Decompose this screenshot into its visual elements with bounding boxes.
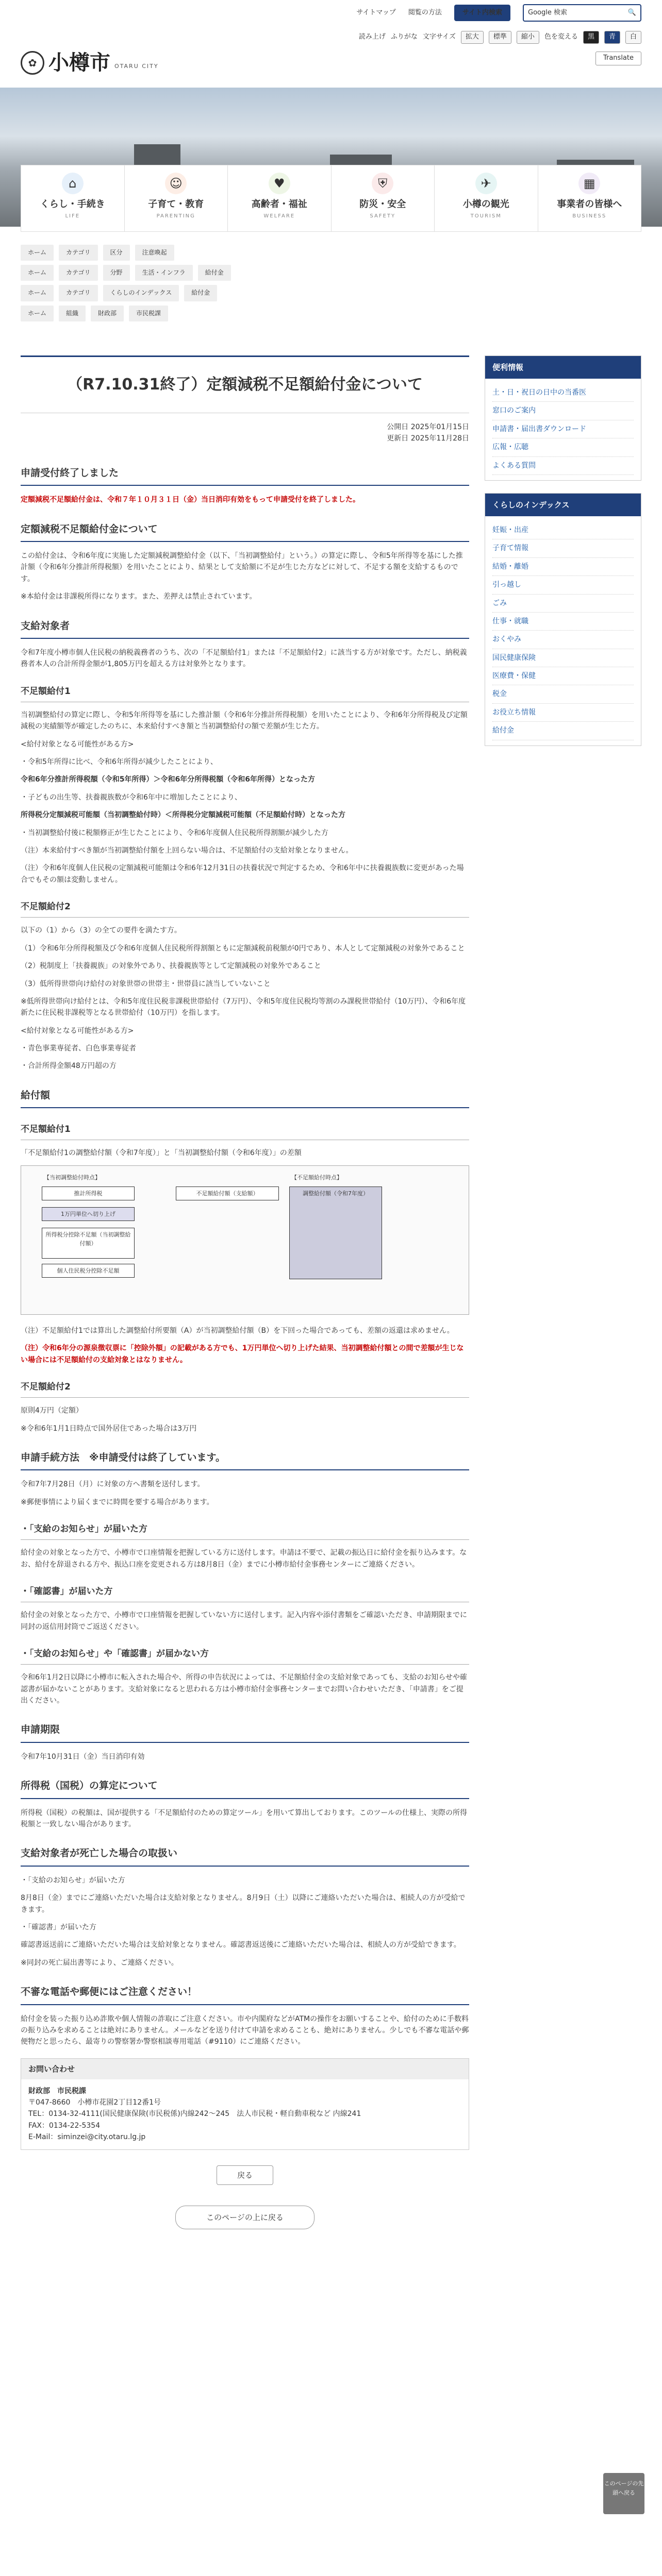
breadcrumb-item[interactable]: ホーム [21, 285, 54, 301]
breadcrumb-item[interactable]: 給付金 [198, 265, 231, 281]
building-icon: ▦ [578, 173, 600, 194]
list-item: ・子どもの出生等、扶養親族数が令和6年中に増加したことにより、 [21, 793, 242, 802]
section-heading: 不審な電話や郵便にはご注意ください！ [21, 1984, 469, 2005]
subsection-heading: ・「支給のお知らせ」が届いた方 [21, 1522, 469, 1540]
sidebar-item[interactable] [492, 704, 634, 722]
city-emblem-icon: ✿ [21, 51, 44, 75]
paragraph: 給付金の対象となった方で、小樽市で口座情報を把握している方に送付します。申請は不要で、記載の振込日に給付金を振り込みます。なお、給付を辞退される方や、振込口座を変更される方は8月8日（金）までに小樽市給付金事務センターにご連絡ください。 [21, 1549, 467, 1569]
breadcrumb-item[interactable]: 財政部 [91, 306, 124, 321]
paragraph: 給付金の対象となった方で、小樽市で口座情報を把握していない方に送付します。記入内容や添付書類をご確認いただき、申請期限までに同封の返信用封筒でご返送ください。 [21, 1611, 468, 1631]
header [0, 26, 662, 88]
nav-tourism[interactable]: ✈ 小樽の観光 TOURISM [435, 165, 538, 231]
utility-bar [359, 31, 641, 44]
breadcrumb-item[interactable]: 組織 [59, 306, 86, 321]
page-top-button[interactable]: このページの上に戻る [175, 2206, 315, 2229]
list-item: 令和6年分推計所得税額（令和5年所得）＞令和6年分所得税額（令和6年所得）となった方 [21, 775, 315, 784]
breadcrumb-item[interactable]: ホーム [21, 245, 54, 261]
sidebar-item-link[interactable]: 仕事・就職 [492, 617, 528, 625]
list-item: ・当初調整給付後に税額修正が生じたことにより、令和6年度個人住民税所得割額が減少した方 [21, 828, 328, 837]
section-heading: 申請手続方法 ※申請受付は終了しています。 [21, 1450, 469, 1470]
note: ※郵便事情により届くまでに時間を要する場合があります。 [21, 1498, 214, 1506]
guide-link[interactable]: 閲覧の方法 [408, 8, 442, 16]
paragraph: 以下の（1）から（3）の全ての要件を満たす方。 [21, 926, 181, 935]
color-black-button[interactable]: 黒 [583, 31, 599, 44]
sidebar-item[interactable] [492, 558, 634, 576]
read-aloud-button[interactable]: 読み上げ [358, 33, 386, 41]
paragraph: ※令和6年1月1日時点で国外居住であった場合は3万円 [21, 1424, 197, 1433]
paragraph: 当初調整給付の算定に際し、令和5年所得等を基にした推計額（令和6年分推計所得税額）を用いたことにより、令和6年分所得税及び定額減税の実績額等が確定したのちに、本来給付すべき額と当初調整給付の額で差額が生じた方。 [21, 710, 468, 731]
sidebar-item-link[interactable]: お役立ち情報 [492, 708, 536, 717]
paragraph: 所得税（国税）の税額は、国が提供する「不足額給付のための算定ツール」を用いて算出しております。このツールの仕様上、実際の所得税額と一致しない場合があります。 [21, 1808, 468, 1829]
paragraph: 確認書返送前にご連絡いただいた場合は支給対象となりません。確認書返送後にご連絡いただいた場合は、相続人の方が受給できます。 [21, 1941, 461, 1950]
translate-button[interactable]: Translate [595, 52, 641, 65]
paragraph: 令和7年10月31日（金）当日消印有効 [21, 1752, 145, 1761]
font-larger-button[interactable]: 拡大 [461, 31, 484, 44]
page-dates: 公開日 2025年01月15日 更新日 2025年11月28日 [387, 423, 469, 443]
sidebar-item-link[interactable]: 給付金 [492, 726, 514, 735]
sidebar-item[interactable] [492, 595, 634, 613]
section-heading: 所得税（国税）の算定について [21, 1778, 469, 1799]
sidebar-item-link[interactable]: 土・日・祝日の日中の当番医 [492, 388, 586, 397]
sidebar-item-link[interactable]: 申請書・届出書ダウンロード [492, 425, 586, 433]
breadcrumb-item[interactable]: 分野 [103, 265, 130, 281]
section-heading: 定額減税不足額給付金について [21, 521, 469, 542]
index-box: くらしのインデックス 妊娠・出産 子育て情報 結婚・離婚 引っ越し ごみ 仕事・就職 おくやみ 国民健康保険 医療費・保健 税金 お役立ち情報 給付金 [485, 493, 641, 746]
email-link[interactable]: E-Mail：siminzei@city.otaru.lg.jp [28, 2133, 146, 2142]
list-item: （1）令和6年分所得税額及び令和6年度個人住民税所得割額ともに定額減税前税額が0円であり、本人として定額減税の対象外であること [21, 944, 465, 953]
note: （注）不足額給付1では算出した調整給付所要額（A）が当初調整給付額（B）を下回った場合であっても、差額の返還は求めません。 [21, 1326, 454, 1335]
breadcrumb-item[interactable]: カテゴリ [59, 285, 98, 301]
subsection-heading: 不足額給付1 [21, 1123, 469, 1140]
sidebar-item-link[interactable]: よくある質問 [492, 461, 536, 470]
section-heading: 申請受付終了しました [21, 465, 469, 486]
convenience-box: 便利情報 土・日・祝日の日中の当番医 窓口のご案内 申請書・届出書ダウンロード 広報・広聴 よくある質問 [485, 355, 641, 481]
paragraph: ※本給付金は非課税所得になります。また、差押えは禁止されています。 [21, 592, 257, 601]
sidebar-item[interactable] [492, 539, 634, 557]
paragraph: 令和7年度小樽市個人住民税の納税義務者のうち、次の「不足額給付1」または「不足額給付2」に該当する方が対象です。ただし、納税義務者本人の合計所得金額が1,805万円を超える方は対象外となります。 [21, 648, 467, 669]
search-icon[interactable]: 🔍 [627, 8, 636, 16]
heart-icon: ♥ [269, 173, 290, 194]
sidebar-item-link[interactable]: 子育て情報 [492, 544, 528, 553]
note: ※低所得世帯向け給付とは、令和5年度住民税非課税世帯給付（7万円）、令和5年度住民税均等割のみ課税世帯給付（10万円）、令和6年度新たに住民税非課税等となる世帯給付（10万円）を指します。 [21, 997, 466, 1018]
list-item: ・合計所得金額48万円超の方 [21, 1062, 117, 1071]
breadcrumb-item[interactable]: ホーム [21, 265, 54, 281]
sidebar-item-link[interactable]: おくやみ [492, 635, 521, 644]
paragraph: 令和7年7月28日（月）に対象の方へ書類を送付します。 [21, 1480, 205, 1489]
sidebar-item-link[interactable]: ごみ [492, 599, 507, 607]
breadcrumb [21, 245, 231, 326]
subsection-heading: 不足額給付2 [21, 900, 469, 918]
list-item: （3）低所得世帯向け給付の対象世帯の世帯主・世帯員に該当していないこと [21, 979, 271, 988]
contact-box: お問い合わせ 財政部 市民税課 〒047-8660 小樽市花園2丁目12番1号 TEL：0134-32-4111(国民健康保険(市民税係)内線242〜245 法人市民税・軽自動車税など 内線241 FAX：0134-22-5354 E-Mail：siminzei@city.otaru.lg.jp [21, 2058, 469, 2150]
sidebar-item[interactable] [492, 576, 634, 594]
font-standard-button[interactable]: 標準 [489, 31, 511, 44]
global-nav [21, 165, 641, 232]
section-heading: 支給対象者 [21, 618, 469, 639]
sidebar-item-link[interactable]: 妊娠・出産 [492, 526, 528, 534]
furigana-button[interactable]: ふりがな [390, 33, 418, 41]
sidebar-item-link[interactable]: 国民健康保険 [492, 653, 536, 662]
scroll-top-button[interactable]: このページの先頭へ戻る [603, 2473, 644, 2514]
sidebar-item[interactable] [492, 685, 634, 703]
nav-safety[interactable]: ⛨ 防災・安全 SAFETY [332, 165, 435, 231]
paragraph: 原則4万円（定額） [21, 1406, 83, 1415]
site-logo[interactable]: ✿ 小樽市 OTARU CITY [21, 46, 159, 79]
sidebar-item-link[interactable]: 税金 [492, 690, 507, 699]
sidebar-item[interactable] [492, 667, 634, 685]
sidebar-item[interactable] [492, 402, 634, 420]
sidebar-item[interactable] [492, 521, 634, 539]
nav-welfare[interactable]: ♥ 高齢者・福祉 WELFARE [228, 165, 332, 231]
paragraph: この給付金は、令和6年度に実施した定額減税調整給付金（以下、「当初調整給付」という。）の算定に際し、令和5年所得等を基にした推計額（令和6年分推計所得税額）を用いたことにより、結果として支給額に不足が生じた方などに対して、不足する額を支給するものです。 [21, 551, 463, 583]
benefit-diagram: 【当初調整給付時点】 【不足額給付時点】 推計所得税 1万円単位へ切り上げ 所得税分控除不足額（当初調整給付額） 個人住民税分控除不足額 不足額給付額（支給額） 調整給付額（令和7年度） [21, 1165, 469, 1315]
back-button[interactable]: 戻る [217, 2165, 273, 2185]
subsection-heading: ・「確認書」が届いた方 [21, 1585, 469, 1602]
child-icon: ☺ [165, 173, 187, 194]
color-label: 色を変える [544, 33, 578, 41]
sidebar-item-link[interactable]: 結婚・離婚 [492, 562, 528, 571]
sitemap-link[interactable]: サイトマップ [356, 8, 396, 16]
note: （注）令和6年分の源泉徴収票に「控除外額」の記載がある方でも、1万円単位へ切り上げた結果、当初調整給付額との間で差額が生じない場合には不足額給付の支給対象とはなりません。 [21, 1344, 464, 1364]
nav-business[interactable]: ▦ 事業者の皆様へ BUSINESS [538, 165, 641, 231]
list-item: 所得税分定額減税可能額（当初調整給付時）＜所得税分定額減税可能額（不足額給付時）となった方 [21, 811, 345, 820]
sidebar-item-link[interactable]: 広報・広聴 [492, 443, 528, 452]
breadcrumb-item[interactable]: 生活・インフラ [135, 265, 193, 281]
paragraph: 「不足額給付1の調整給付額（令和7年度）」と「当初調整給付額（令和6年度）」の差額 [21, 1149, 302, 1158]
font-size-label: 文字サイズ [422, 33, 456, 41]
breadcrumb-item[interactable]: カテゴリ [59, 265, 98, 281]
breadcrumb-item[interactable]: 市民税課 [129, 306, 168, 321]
paragraph: <給付対象となる可能性がある方> [21, 1026, 134, 1035]
section-heading: 支給対象者が死亡した場合の取扱い [21, 1845, 469, 1866]
nav-life[interactable]: ⌂ くらし・手続き LIFE [21, 165, 125, 231]
shield-icon: ⛨ [372, 173, 393, 194]
paragraph: ・「確認書」が届いた方 [21, 1923, 96, 1931]
subsection-heading: 不足額給付2 [21, 1380, 469, 1398]
note: （注）令和6年度個人住民税の定額減税可能額は令和6年12月31日の扶養状況で判定するため、令和6年中に扶養親族数に変更があった場合でもその額は変動しません。 [21, 864, 464, 884]
sidebar [485, 355, 641, 758]
sidebar-item[interactable] [492, 384, 634, 402]
list-item: ・青色事業専従者、白色事業専従者 [21, 1044, 136, 1053]
note: ※同封の死亡届出書等により、ご連絡ください。 [21, 1958, 178, 1967]
notice-text: 定額減税不足額給付金は、令和７年１０月３１日（金）当日消印有効をもって申請受付を終了しました。 [21, 496, 360, 504]
paragraph: ・「支給のお知らせ」が届いた方 [21, 1876, 125, 1885]
sidebar-item[interactable] [492, 631, 634, 649]
sidebar-item[interactable] [492, 649, 634, 667]
sidebar-item[interactable] [492, 457, 634, 475]
section-heading: 申請期限 [21, 1722, 469, 1742]
sidebar-item-link[interactable]: 引っ越し [492, 581, 521, 589]
site-search-button[interactable]: サイト内検索 [454, 5, 510, 22]
camera-icon: ✈ [475, 173, 497, 194]
sidebar-item[interactable] [492, 420, 634, 438]
paragraph: 令和6年1月2日以降に小樽市に転入された場合や、所得の申告状況によっては、不足額給付金の支給対象であっても、支給のお知らせや確認書が届かないことがあります。支給対象になると思われる方は小樽市給付金事務センターまでお問い合わせいただき、「申請書」をご提出ください。 [21, 1673, 467, 1705]
sidebar-item[interactable] [492, 722, 634, 740]
paragraph: 給付金を装った振り込め詐欺や個人情報の詐取にご注意ください。市や内閣府などがATMの操作をお願いすることや、給付のために手数料の振り込みを求めることは絶対にありません。メールなどを送り付けて申請を求めることも、絶対にありません。少しでも不審な電話や郵便物だと思ったら、最寄りの警察署か警察相談専用電話（#9110）にご連絡ください。 [21, 2014, 469, 2046]
paragraph: 8月8日（金）までにご連絡いただいた場合は支給対象となりません。8月9日（土）以降にご連絡いただいた場合は、相続人の方が受給できます。 [21, 1894, 466, 1914]
color-blue-button[interactable]: 青 [604, 31, 620, 44]
color-white-button[interactable]: 白 [625, 31, 641, 44]
sidebar-item[interactable] [492, 438, 634, 456]
subsection-heading: 不足額給付1 [21, 685, 469, 702]
list-item: （2）税制度上「扶養親族」の対象外であり、扶養親族等として定額減税の対象外であること [21, 962, 321, 971]
section-heading: 給付額 [21, 1088, 469, 1108]
breadcrumb-item[interactable]: カテゴリ [59, 245, 98, 261]
google-search-input[interactable]: Google 検索 🔍 [523, 4, 641, 22]
paragraph: <給付対象となる可能性がある方> [21, 740, 134, 749]
note: （注）本来給付すべき額が当初調整給付額を上回らない場合は、不足額給付の支給対象となりません。 [21, 846, 353, 855]
page-title: （R7.10.31終了）定額減税不足額給付金について [21, 355, 469, 413]
sidebar-item-link[interactable]: 窓口のご案内 [492, 406, 536, 415]
main-content [21, 355, 469, 2250]
breadcrumb-item[interactable]: ホーム [21, 306, 54, 321]
font-reduce-button[interactable]: 縮小 [517, 31, 539, 44]
breadcrumb-item[interactable]: くらしのインデックス [103, 285, 179, 301]
list-item: ・令和5年所得に比べ、令和6年所得が減少したことにより、 [21, 758, 218, 767]
nav-parenting[interactable]: ☺ 子育て・教育 PARENTING [125, 165, 228, 231]
breadcrumb-item[interactable]: 給付金 [184, 285, 217, 301]
breadcrumb-item[interactable]: 区分 [103, 245, 130, 261]
subsection-heading: ・「支給のお知らせ」や「確認書」が届かない方 [21, 1647, 469, 1665]
breadcrumb-item[interactable]: 注意喚起 [135, 245, 174, 261]
top-bar [0, 0, 662, 26]
house-icon: ⌂ [62, 173, 84, 194]
sidebar-item[interactable] [492, 613, 634, 631]
sidebar-item-link[interactable]: 医療費・保健 [492, 672, 536, 681]
